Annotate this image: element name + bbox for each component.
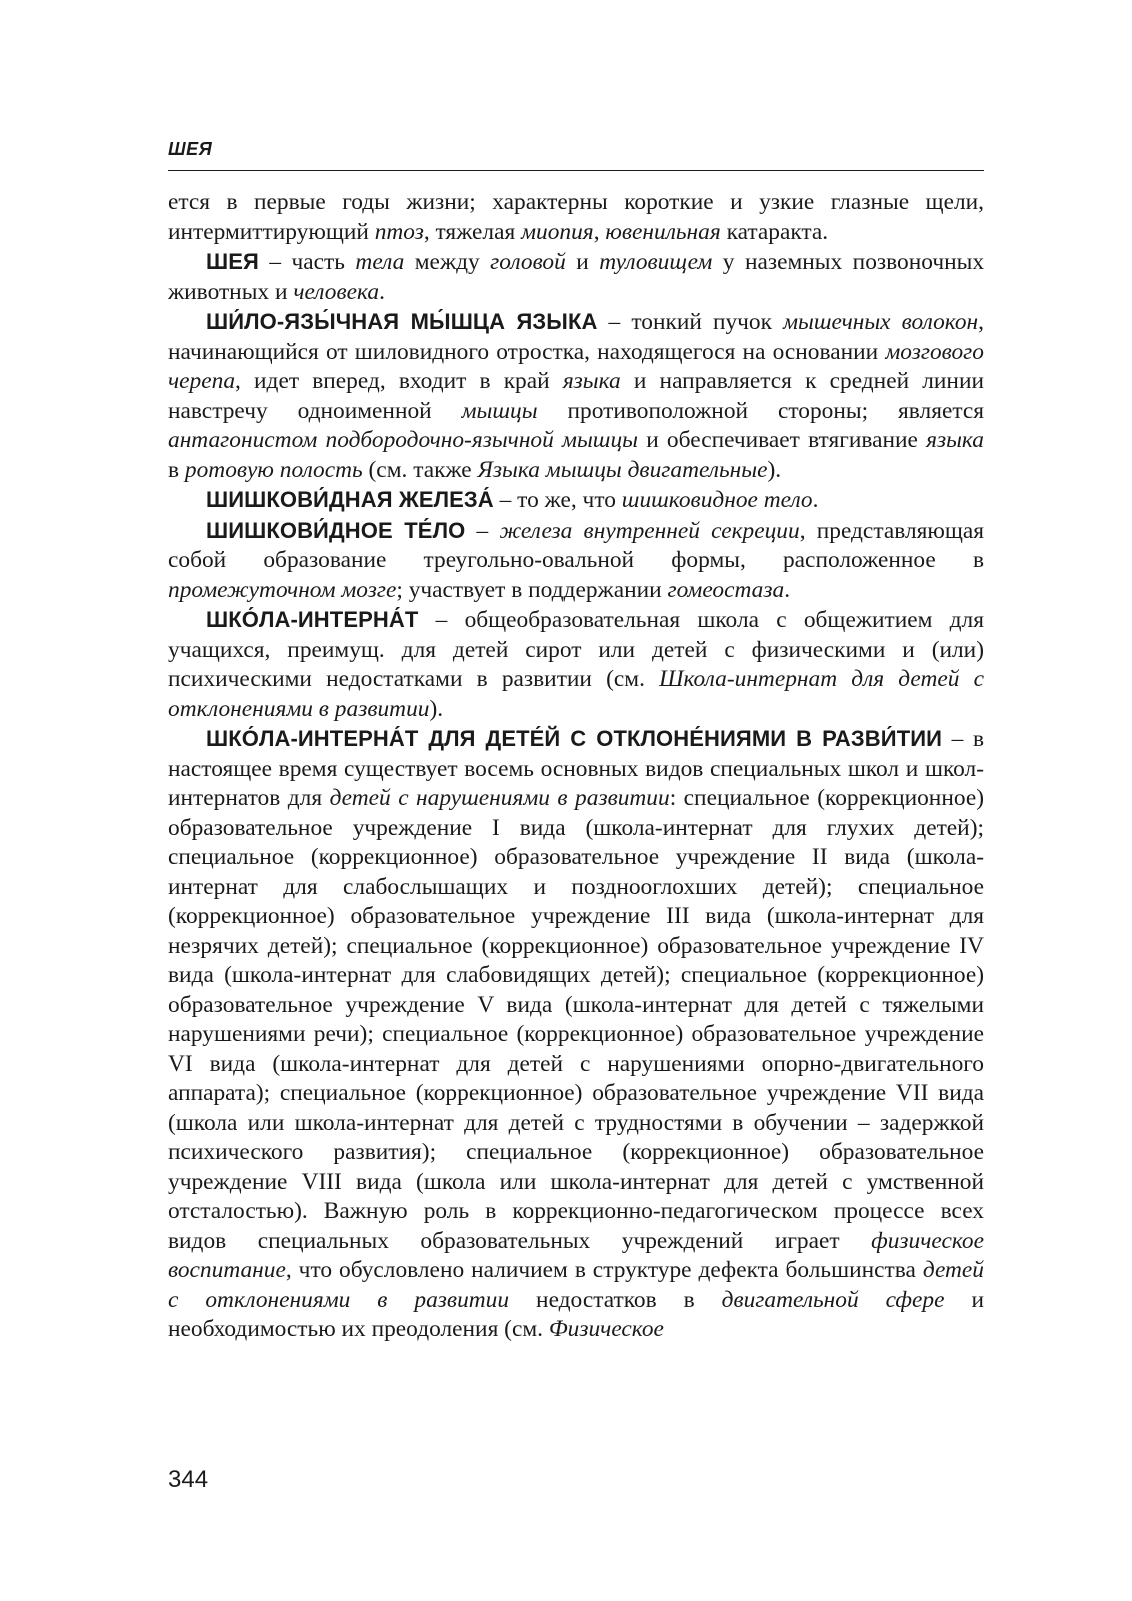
- entry-term: ШИ́ЛО-ЯЗЫ́ЧНАЯ МЫ́ШЦА ЯЗЫКА: [206, 309, 598, 334]
- entry-text: недостатков в: [509, 1286, 722, 1313]
- cross-reference: ротовую полость: [184, 456, 363, 483]
- entry-text: : специальное (коррекционное) образовательное учреждение I вида (школа-интернат для глухих детей); специальное (коррекционное) образовательное учреждение II вида (школа-интернат для слабослышащих и позднооглохших детей); специальное (коррекционное) образовательное учреждение III вида (школа-интернат для незрячих детей); специальное (коррекционное) образовательное учреждение IV вида (школа-интернат для слабовидящих детей); специальное (коррекционное) образовательное учреждение V вида (школа-интернат для детей с тяжелыми нарушениями речи); специальное (коррекционное) образовательное учреждение VI вида (школа-интернат для детей с нарушениями опорно-двигательного аппарата); специальное (коррекционное) образовательное учреждение VII вида (школа или школа-интернат для детей с трудностями в обучении – задержкой психического развития); специальное (коррекционное) образовательное учреждение VIII вида (школа или школа-интернат для детей с умственной отсталостью). Важную роль в коррекционно-педагогическом процессе всех видов специальных образовательных учреждений играет: [168, 785, 984, 1254]
- entry-text: – то же, что: [493, 487, 622, 513]
- entry-text: , начинающийся от шиловидного отростка, находящегося на основании: [168, 309, 984, 365]
- page-text: [168, 188, 984, 1345]
- entry-text: ; участвует в поддержании: [396, 576, 668, 603]
- cross-reference: двигательной сфере: [721, 1286, 945, 1313]
- cross-reference: детей с отклонениями в развитии: [168, 1257, 984, 1313]
- entry-text: .: [784, 576, 791, 603]
- entry-text: .: [812, 487, 819, 513]
- entry-term: ШИШКОВИ́ДНАЯ ЖЕЛЕЗА́: [206, 487, 494, 512]
- entry-text: – общеобразовательная школа с общежитием для учащихся, преимущ. для детей сирот или детей с физическими и (или) психическими недостатками в развитии (см.: [168, 607, 984, 692]
- cross-reference: физическое воспитание: [168, 1227, 984, 1283]
- entry-text: у наземных позвоночных животных и: [168, 249, 985, 305]
- cross-reference: детей с нарушениями в развитии: [329, 785, 670, 811]
- entry-text: – часть: [258, 249, 356, 275]
- entry-text: и: [565, 249, 600, 275]
- entry-text: – тонкий пучок: [597, 309, 784, 335]
- entry-term: ШИШКОВИ́ДНОЕ ТЕ́ЛО: [206, 517, 466, 543]
- entry-text: –: [465, 517, 500, 544]
- dictionary-entry: [168, 516, 984, 606]
- entry-text: ,: [593, 218, 606, 245]
- dictionary-entry: [168, 605, 984, 724]
- dictionary-entry: [168, 724, 984, 1345]
- cross-reference: миопия: [521, 218, 594, 245]
- entry-text: ется в первые годы жизни; характерны короткие и узкие глазные щели, интермиттирующий: [168, 189, 984, 245]
- continued-paragraph: [168, 188, 984, 247]
- entry-term: ШКО́ЛА-ИНТЕРНА́Т ДЛЯ ДЕТЕ́Й С ОТКЛОНЕ́НИЯМИ В РАЗВИ́ТИИ: [206, 726, 943, 751]
- entry-text: – в настоящее время существует восемь основных видов специальных школ и школ-интернатов для: [168, 726, 984, 811]
- cross-reference: языка: [926, 427, 984, 453]
- entry-term: ШЕЯ: [206, 249, 259, 274]
- entry-text: ).: [767, 456, 782, 483]
- entry-text: , идет вперед, входит в край: [235, 368, 563, 394]
- entry-text: катаракта.: [720, 218, 829, 245]
- entry-text: , что обусловлено наличием в структуре дефекта большинства: [285, 1257, 923, 1283]
- dictionary-entry: [168, 485, 984, 516]
- dictionary-entry: [168, 247, 984, 307]
- entry-text: .: [379, 278, 385, 305]
- entry-term: ШКО́ЛА-ИНТЕРНА́Т: [206, 607, 419, 632]
- entry-text: ).: [429, 695, 444, 722]
- cross-reference: языка: [562, 368, 621, 394]
- cross-reference: шишковидное тело: [621, 487, 813, 513]
- cross-reference: Языка мышцы двигательные: [477, 456, 768, 483]
- entry-text: между: [404, 249, 491, 275]
- cross-reference: головой: [490, 249, 566, 275]
- cross-reference: человека: [293, 278, 380, 305]
- cross-reference: антагонистом подбородочно-язычной мышцы: [168, 427, 638, 453]
- dictionary-page: [168, 136, 984, 1345]
- entry-text: и обеспечивает втягивание: [638, 427, 927, 453]
- entry-text: , представляющая собой образование треугольно-овальной формы, расположенное в: [168, 517, 984, 573]
- cross-reference: мозгового черепа: [168, 338, 984, 394]
- cross-reference: птоз: [374, 218, 424, 245]
- cross-reference: железа внутренней секреции: [499, 517, 800, 544]
- entry-text: и направляется к средней линии навстречу одноименной: [168, 368, 984, 424]
- entry-text: (см. также: [362, 456, 478, 483]
- entry-text: в: [168, 456, 185, 483]
- cross-reference: Физическое: [548, 1316, 664, 1342]
- entry-text: , тяжелая: [423, 218, 522, 245]
- entry-text: противоположной стороны; является: [537, 397, 984, 424]
- entry-text: и необходимостью их преодоления (см.: [168, 1286, 984, 1342]
- running-head: ШЕЯ: [168, 136, 984, 171]
- cross-reference: тела: [355, 249, 405, 275]
- dictionary-entry: [168, 307, 984, 485]
- cross-reference: ювенильная: [605, 218, 721, 245]
- cross-reference: гомеостаза: [667, 576, 785, 603]
- page-number: 344: [168, 1466, 209, 1493]
- cross-reference: Школа-интернат для детей с отклонениями в развитии: [168, 666, 984, 722]
- cross-reference: мышечных волокон: [783, 309, 979, 335]
- cross-reference: промежуточном мозге: [168, 576, 397, 603]
- cross-reference: туловищем: [599, 249, 713, 275]
- cross-reference: мышцы: [461, 397, 538, 424]
